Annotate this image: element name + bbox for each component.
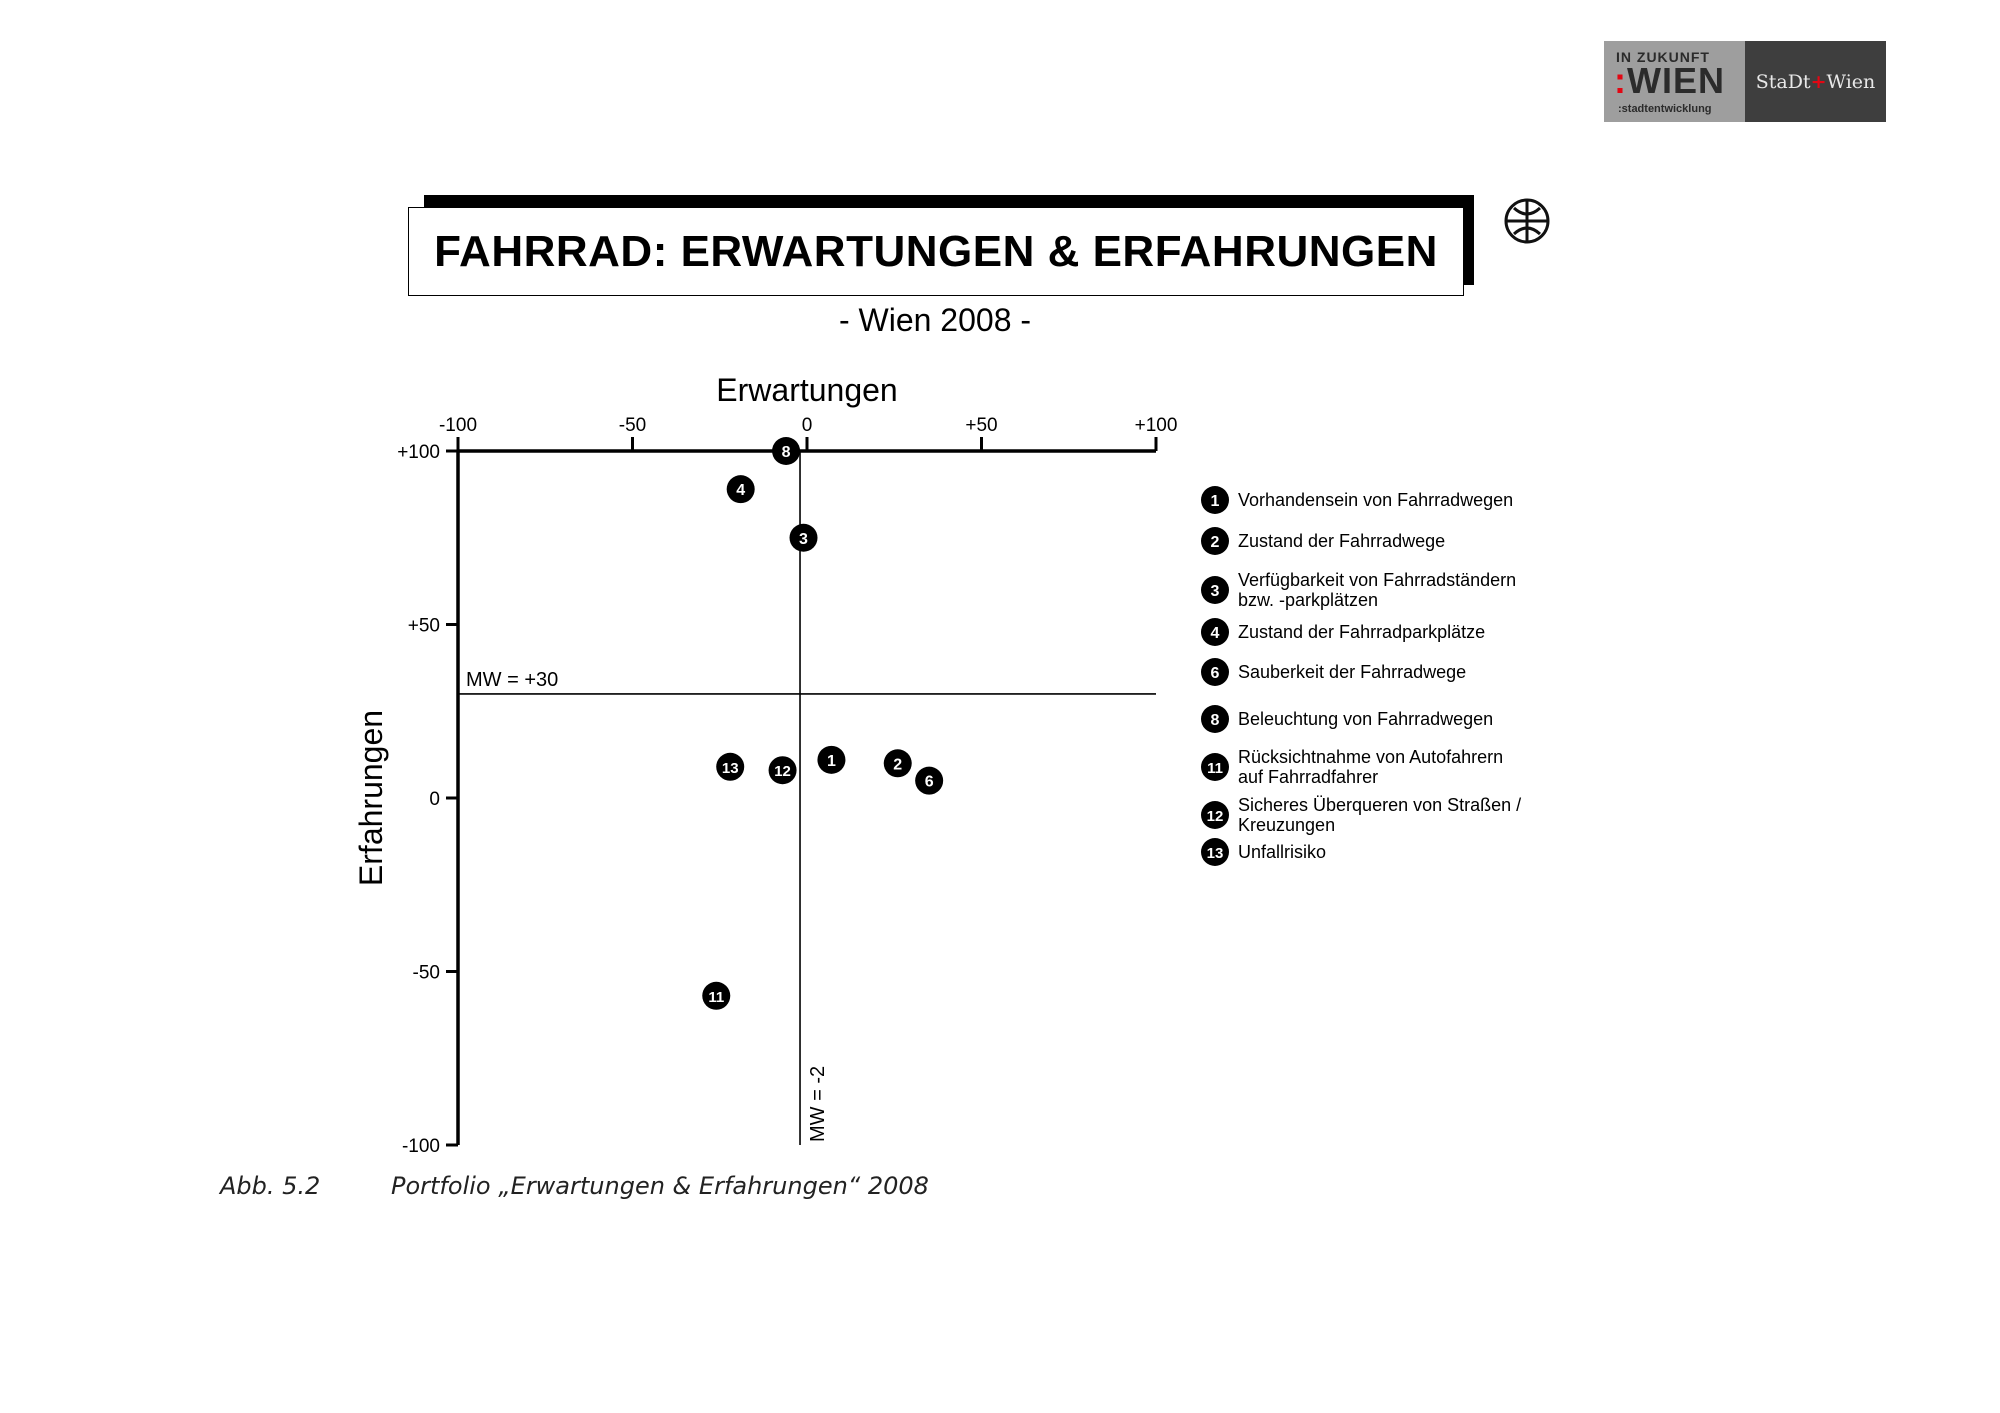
point-12 bbox=[769, 756, 797, 784]
point-label: 8 bbox=[781, 444, 791, 461]
legend-label: bzw. -parkplätzen bbox=[1238, 590, 1379, 610]
point-label: 13 bbox=[721, 759, 739, 777]
legend-item-6 bbox=[1201, 658, 1466, 686]
legend-item-13 bbox=[1201, 838, 1326, 866]
point-11 bbox=[702, 982, 730, 1010]
point-label: 2 bbox=[893, 756, 903, 774]
y-tick-label: +50 bbox=[407, 615, 440, 637]
legend-marker-label: 4 bbox=[1210, 625, 1220, 642]
point-label: 11 bbox=[708, 988, 725, 1006]
legend-marker-label: 12 bbox=[1206, 808, 1224, 825]
legend-item-4 bbox=[1201, 618, 1485, 646]
legend-marker-label: 1 bbox=[1210, 493, 1220, 510]
legend-label: Zustand der Fahrradwege bbox=[1238, 531, 1446, 551]
legend-item-2 bbox=[1201, 527, 1445, 555]
y-tick-label: 0 bbox=[429, 789, 440, 810]
legend-item-8 bbox=[1201, 705, 1493, 733]
legend-item-1 bbox=[1201, 486, 1513, 514]
legend-marker-label: 11 bbox=[1207, 760, 1223, 777]
mean-line-horizontal-label: MW = +30 bbox=[466, 668, 559, 691]
point-8 bbox=[772, 437, 800, 465]
legend-label: Verfügbarkeit von Fahrradständern bbox=[1238, 570, 1517, 590]
legend-label: Kreuzungen bbox=[1238, 815, 1336, 835]
mean-line-vertical-label: MW = -2 bbox=[807, 1065, 830, 1142]
legend-marker-label: 3 bbox=[1210, 583, 1220, 600]
y-tick-label: +100 bbox=[397, 442, 440, 463]
y-tick-label: -100 bbox=[401, 1136, 440, 1157]
y-axis-title: Erfahrungen bbox=[353, 709, 389, 887]
point-label: 6 bbox=[924, 773, 934, 791]
legend-marker-label: 2 bbox=[1210, 534, 1220, 551]
legend-label: Zustand der Fahrradparkplätze bbox=[1238, 622, 1486, 642]
logo-wien-word: :WIEN bbox=[1614, 60, 1725, 101]
legend-marker-label: 13 bbox=[1206, 845, 1224, 862]
point-1 bbox=[817, 746, 845, 774]
legend-marker-label: 8 bbox=[1210, 712, 1220, 729]
point-2 bbox=[884, 749, 912, 777]
logo-line1: IN ZUKUNFT bbox=[1616, 49, 1710, 65]
logo-stadt-text: StaDt+Wien bbox=[1755, 70, 1876, 93]
legend-label: Sicheres Überqueren von Straßen / bbox=[1238, 795, 1522, 815]
legend-label: Unfallrisiko bbox=[1238, 842, 1327, 862]
x-tick-label: +50 bbox=[965, 415, 998, 436]
point-4 bbox=[727, 475, 755, 503]
chart-title: FAHRRAD: ERWARTUNGEN & ERFAHRUNGEN bbox=[434, 226, 1438, 276]
legend-item-11 bbox=[1201, 747, 1503, 787]
point-label: 3 bbox=[799, 530, 808, 548]
point-13 bbox=[716, 753, 744, 781]
legend-label: Rücksichtnahme von Autofahrern bbox=[1238, 747, 1504, 767]
figure-caption: Portfolio „Erwartungen & Erfahrungen“ 2008 bbox=[391, 1172, 929, 1200]
point-label: 1 bbox=[826, 752, 836, 770]
legend-item-12 bbox=[1201, 795, 1521, 835]
legend-label: auf Fahrradfahrer bbox=[1238, 767, 1379, 787]
x-tick-label: +100 bbox=[1134, 415, 1178, 436]
point-label: 12 bbox=[774, 763, 791, 781]
point-3 bbox=[790, 524, 818, 552]
legend-label: Sauberkeit der Fahrradwege bbox=[1238, 662, 1467, 682]
x-tick-label: -50 bbox=[618, 415, 647, 436]
legend-label: Beleuchtung von Fahrradwegen bbox=[1238, 709, 1494, 729]
logo-line3: :stadtentwicklung bbox=[1618, 103, 1712, 115]
chart-subtitle: - Wien 2008 - bbox=[838, 302, 1032, 338]
legend-label: Vorhandensein von Fahrradwegen bbox=[1238, 490, 1514, 510]
legend-marker-label: 6 bbox=[1210, 665, 1220, 682]
figure-number: Abb. 5.2 bbox=[220, 1172, 321, 1200]
x-tick-label: -100 bbox=[438, 415, 478, 436]
point-6 bbox=[915, 767, 943, 795]
y-tick-label: -50 bbox=[412, 962, 440, 984]
x-axis-title: Erwartungen bbox=[716, 372, 898, 408]
point-label: 4 bbox=[736, 482, 746, 500]
legend-item-3 bbox=[1201, 570, 1516, 610]
x-tick-label: 0 bbox=[801, 415, 813, 436]
